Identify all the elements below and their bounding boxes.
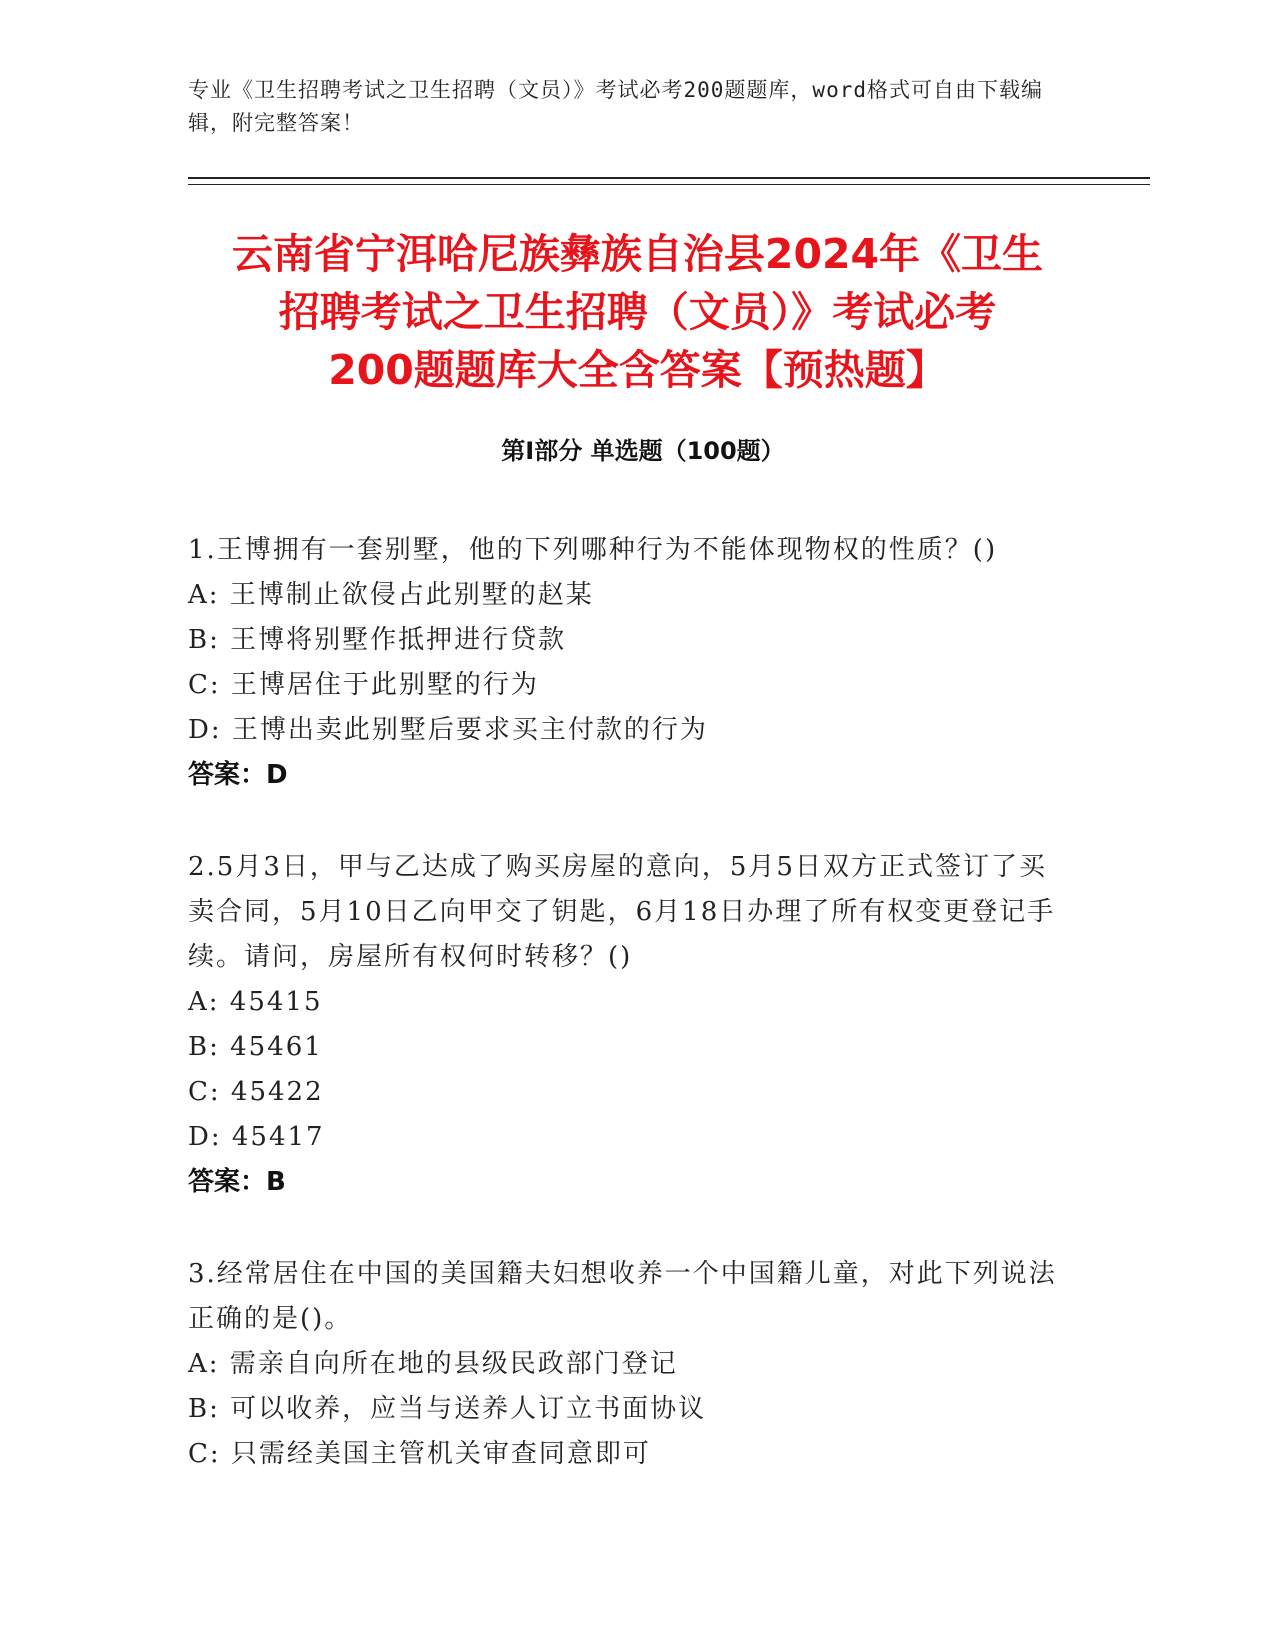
option-a: A: 45415 bbox=[188, 987, 323, 1017]
option-d: D: 45417 bbox=[188, 1122, 325, 1152]
question-text: 1.王博拥有一套别墅，他的下列哪种行为不能体现物权的性质？() bbox=[188, 535, 998, 565]
answer: 答案：B bbox=[188, 1167, 286, 1197]
answer: 答案：D bbox=[188, 760, 288, 790]
option-d: D: 王博出卖此别墅后要求买主付款的行为 bbox=[188, 715, 708, 745]
header-rule-thick bbox=[188, 177, 1150, 179]
option-b: B: 45461 bbox=[188, 1032, 323, 1062]
header-note: 专业《卫生招聘考试之卫生招聘（文员）》考试必考200题题库，word格式可自由下载编辑，附完整答案！ bbox=[188, 78, 1043, 135]
title-line: 招聘考试之卫生招聘（文员）》考试必考 bbox=[278, 288, 997, 336]
question-1 bbox=[188, 528, 1068, 798]
title-line: 200题题库大全含答案【预热题】 bbox=[328, 346, 947, 394]
option-b: B: 可以收养，应当与送养人订立书面协议 bbox=[188, 1394, 707, 1424]
header-rule-thin bbox=[188, 184, 1150, 185]
question-list bbox=[188, 528, 1068, 1524]
question-2 bbox=[188, 845, 1068, 1205]
option-a: A: 王博制止欲侵占此别墅的赵某 bbox=[188, 580, 594, 610]
option-a: A: 需亲自向所在地的县级民政部门登记 bbox=[188, 1349, 678, 1379]
question-text: 2.5月3日，甲与乙达成了购买房屋的意向，5月5日双方正式签订了买卖合同，5月10日乙向甲交了钥匙，6月18日办理了所有权变更登记手续。请问，房屋所有权何时转移？() bbox=[188, 852, 1056, 972]
title-line: 云南省宁洱哈尼族彝族自治县2024年《卫生 bbox=[231, 230, 1044, 278]
section-title: 第Ⅰ部分 单选题（100题） bbox=[501, 437, 785, 465]
option-b: B: 王博将别墅作抵押进行贷款 bbox=[188, 625, 567, 655]
document-title bbox=[160, 225, 1115, 399]
option-c: C: 王博居住于此别墅的行为 bbox=[188, 670, 539, 700]
option-c: C: 45422 bbox=[188, 1077, 324, 1107]
question-3 bbox=[188, 1252, 1068, 1477]
option-c: C: 只需经美国主管机关审查同意即可 bbox=[188, 1439, 651, 1469]
question-text: 3.经常居住在中国的美国籍夫妇想收养一个中国籍儿童，对此下列说法正确的是()。 bbox=[188, 1259, 1057, 1334]
